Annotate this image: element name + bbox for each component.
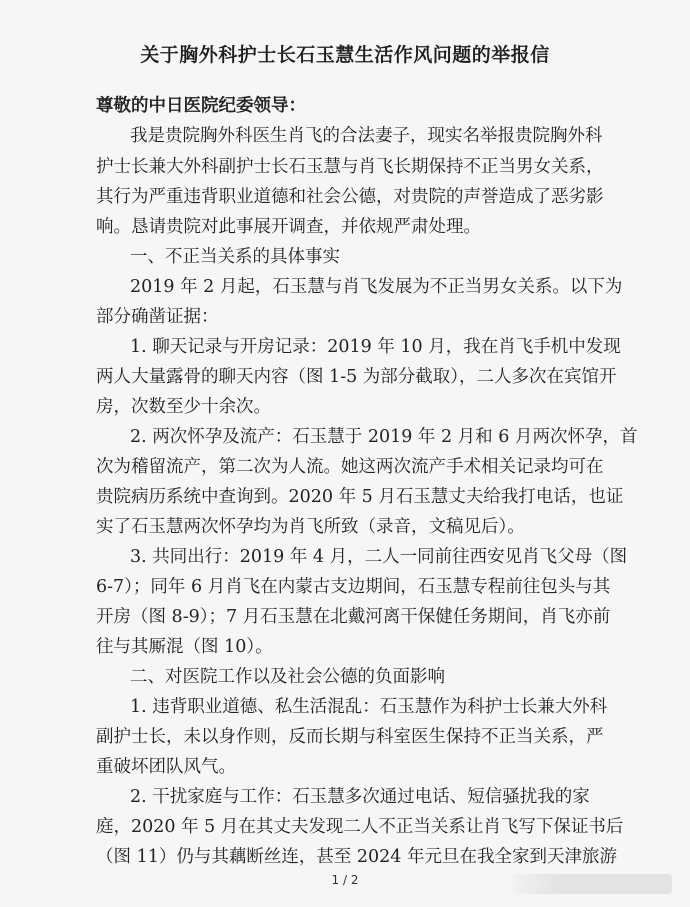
section-heading: 二、对医院工作以及社会公德的负面影响	[130, 667, 445, 687]
salutation: 尊敬的中日医院纪委领导：	[96, 96, 306, 116]
document-title: 关于胸外科护士长石玉慧生活作风问题的举报信	[140, 44, 550, 66]
body-line: 1. 违背职业道德、私生活混乱：石玉慧作为科护士长兼大外科	[130, 697, 608, 717]
watermark-blur	[512, 874, 672, 894]
body-line: 次为稽留流产，第二次为人流。她这两次流产手术相关记录均可在	[96, 457, 604, 477]
body-line: 3. 共同出行：2019 年 4 月，二人一同前往西安见肖飞父母（图	[130, 547, 628, 567]
body-line: 贵院病历系统中查询到。2020 年 5 月石玉慧丈夫给我打电话，也证	[96, 487, 624, 507]
body-line: 庭，2020 年 5 月在其丈夫发现二人不正当关系让肖飞写下保证书后	[96, 817, 624, 837]
section-heading: 一、不正当关系的具体事实	[130, 247, 340, 267]
body-line: 响。恳请贵院对此事展开调查，并依规严肃处理。	[96, 217, 481, 237]
body-line: 护士长兼大外科副护士长石玉慧与肖飞长期保持不正当男女关系，	[96, 157, 604, 177]
body-line: 房，次数至少十余次。	[96, 397, 271, 417]
body-line: 副护士长，未以身作则，反而长期与科室医生保持不正当关系，严	[96, 727, 604, 747]
body-line: 开房（图 8-9）；7 月石玉慧在北戴河离干保健任务期间，肖飞亦前	[96, 607, 611, 627]
body-line: 6-7）；同年 6 月肖飞在内蒙古支边期间，石玉慧专程前往包头与其	[96, 577, 611, 597]
body-line: 1. 聊天记录与开房记录：2019 年 10 月，我在肖飞手机中发现	[130, 337, 621, 357]
page-number: 1 / 2	[331, 873, 359, 887]
body-line: 重破坏团队风气。	[96, 757, 236, 777]
body-line: 2. 干扰家庭与工作：石玉慧多次通过电话、短信骚扰我的家	[130, 787, 590, 807]
body-line: 其行为严重违背职业道德和社会公德，对贵院的声誉造成了恶劣影	[96, 187, 604, 207]
body-line: 两人大量露骨的聊天内容（图 1-5 为部分截取），二人多次在宾馆开	[96, 367, 617, 387]
body-line: 2. 两次怀孕及流产：石玉慧于 2019 年 2 月和 6 月两次怀孕，首	[130, 427, 638, 447]
body-line: （图 11）仍与其藕断丝连，甚至 2024 年元旦在我全家到天津旅游	[96, 847, 617, 867]
body-line: 2019 年 2 月起，石玉慧与肖飞发展为不正当男女关系。以下为	[130, 277, 623, 297]
body-line: 我是贵院胸外科医生肖飞的合法妻子，现实名举报贵院胸外科	[130, 126, 603, 146]
body-line: 部分确凿证据：	[96, 307, 219, 327]
body-line: 实了石玉慧两次怀孕均为肖飞所致（录音，文稿见后）。	[96, 517, 525, 537]
body-line: 往与其厮混（图 10）。	[96, 637, 273, 657]
